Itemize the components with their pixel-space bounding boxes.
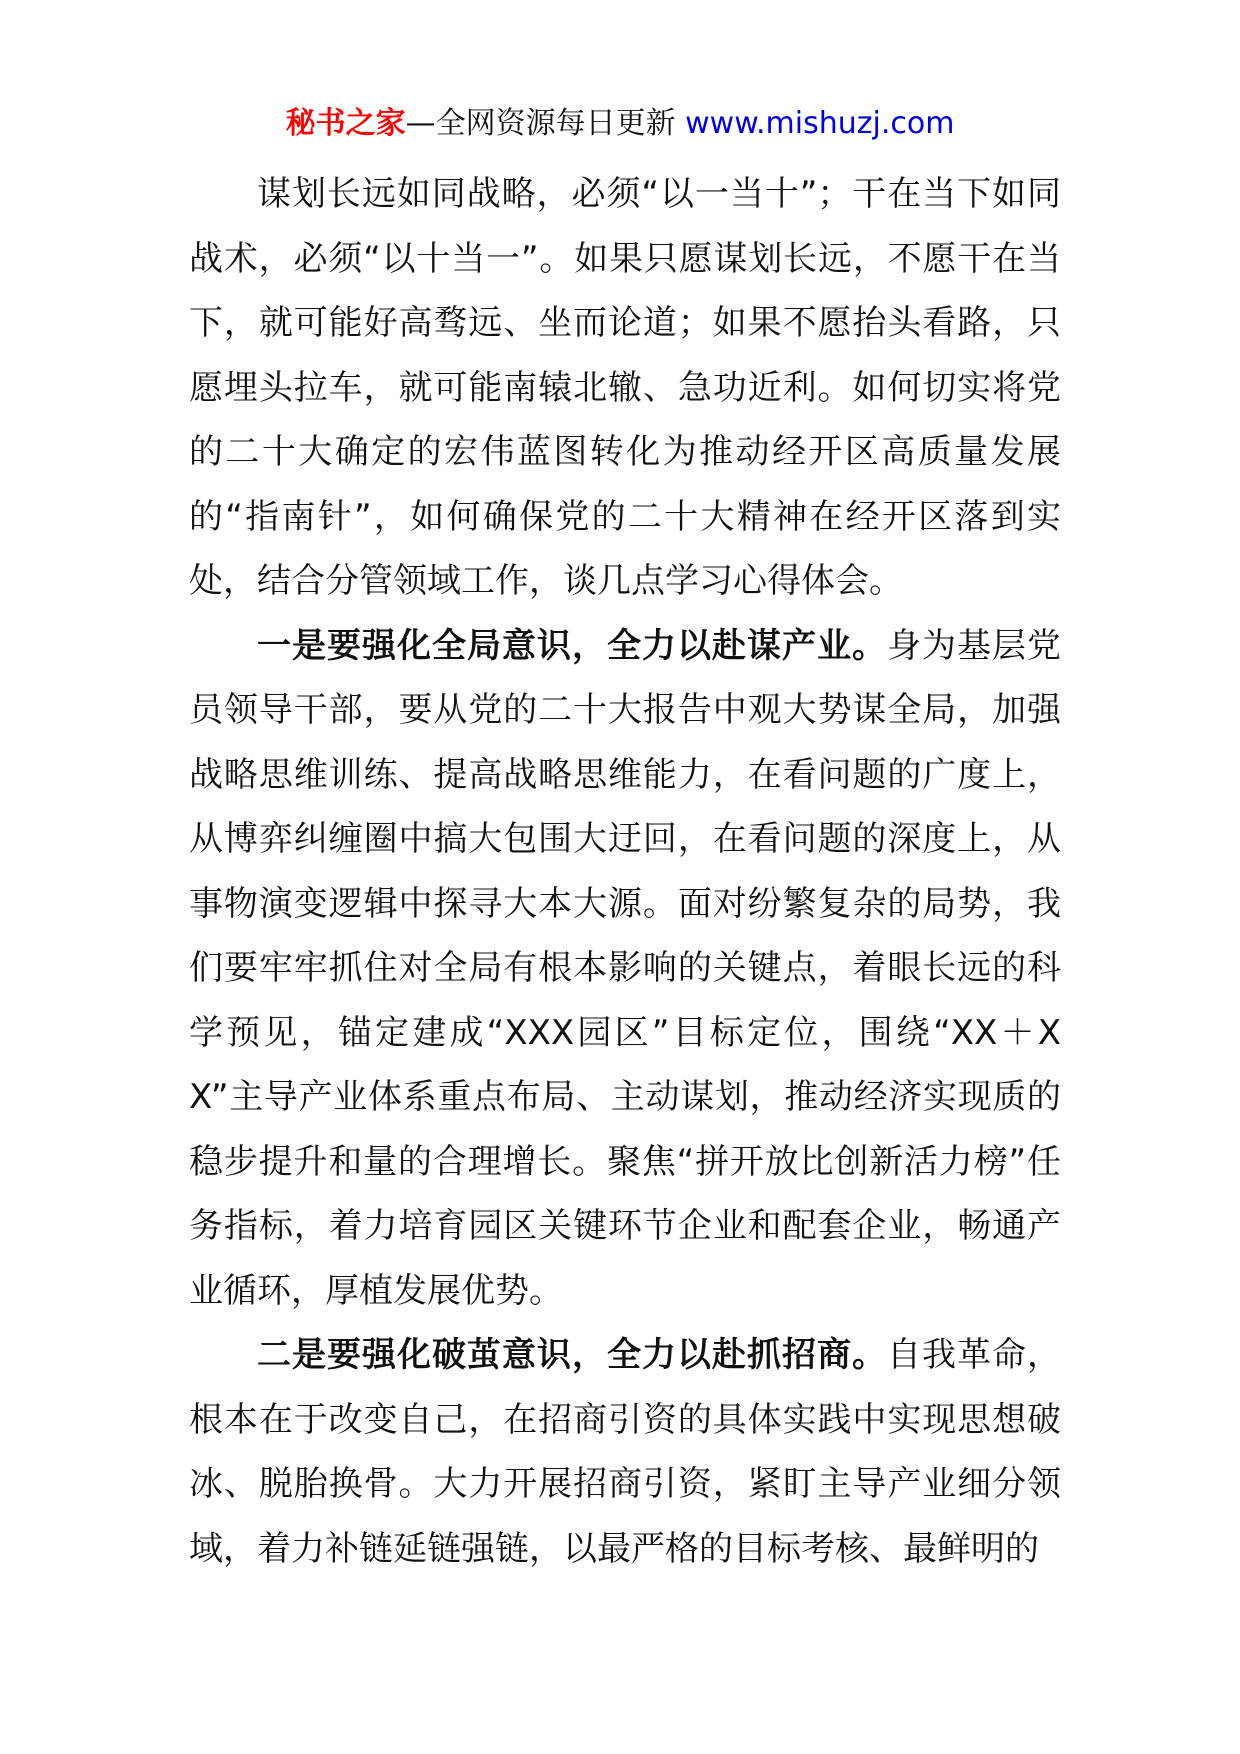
paragraph-text: 身为基层党员领导干部，要从党的二十大报告中观大势谋全局，加强战略思维训练、提高战略思维能力，在看问题的广度上，从博弈纠缠圈中搞大包围大迂回，在看问题的深度上，从事物演变逻辑中探寻大本大源。面对纷繁复杂的局势，我们要牢牢抓住对全局有根本影响的关键点，着眼长远的科学预见，锚定建成“XXX园区”目标定位，围绕“XX＋XX”主导产业体系重点布局、主动谋划，推动经济实现质的稳步提升和量的合理增长。聚焦“拼开放比创新活力榜”任务指标，着力培育园区关键环节企业和配套企业，畅通产业循环，厚植发展优势。 <box>189 625 1061 1311</box>
header-brand: 秘书之家 <box>285 106 406 141</box>
paragraph-text: 谋划长远如同战略，必须“以一当十”；干在当下如同战术，必须“以十当一”。如果只愿谋划长远，不愿干在当下，就可能好高骛远、坐而论道；如果不愿抬头看路，只愿埋头拉车，就可能南辕北辙、急功近利。如何切实将党的二十大确定的宏伟蓝图转化为推动经开区高质量发展的“指南针”，如何确保党的二十大精神在经开区落到实处，结合分管领域工作，谈几点学习心得体会。 <box>189 174 1061 601</box>
paragraph-point-1 <box>189 614 1061 1324</box>
header-slogan: —全网资源每日更新 <box>405 106 686 141</box>
paragraph-text: 自我革命，根本在于改变自己，在招商引资的具体实践中实现思想破冰、脱胎换骨。大力开展招商引资，紧盯主导产业细分领域，着力补链延链强链，以最严格的目标考核、最鲜明的 <box>189 1335 1061 1569</box>
page-header <box>0 102 1240 146</box>
paragraph-intro <box>189 162 1061 614</box>
paragraph-point-2 <box>189 1323 1061 1581</box>
document-body <box>189 162 1061 1581</box>
header-url-link[interactable]: www.mishuzj.com <box>685 106 955 141</box>
paragraph-lead: 一是要强化全局意识，全力以赴谋产业。 <box>257 625 887 666</box>
paragraph-lead: 二是要强化破茧意识，全力以赴抓招商。 <box>257 1335 887 1375</box>
